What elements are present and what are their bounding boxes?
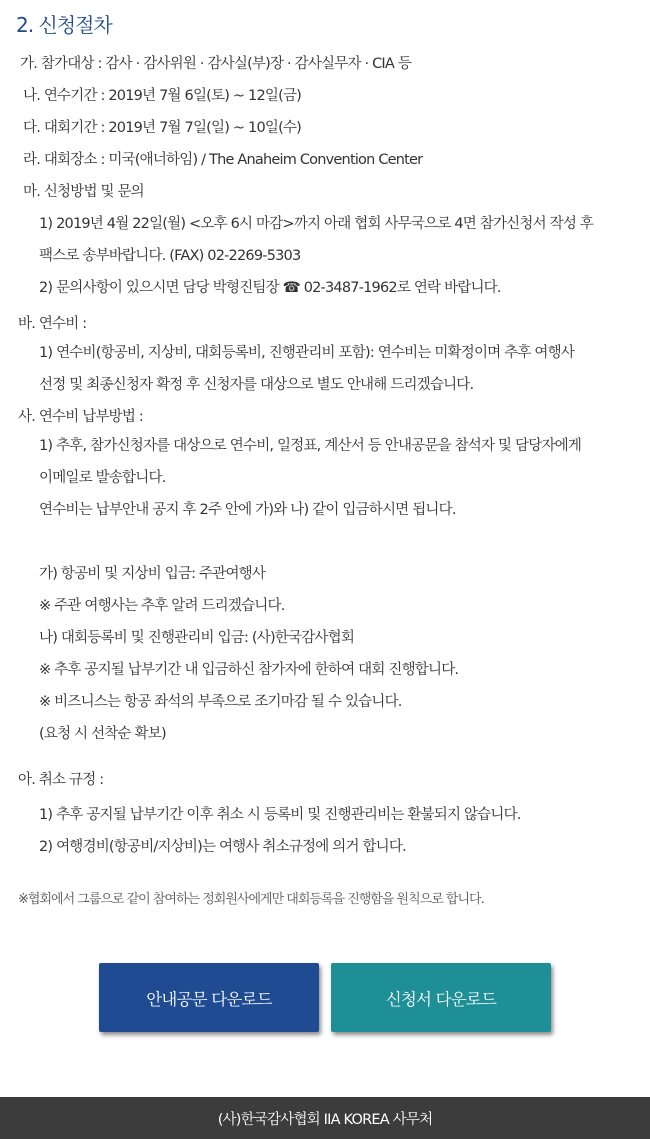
payment-item-line: 나) 대회등록비 및 진행관리비 입금: (사)한국감사협회 [39,630,355,646]
application-method-heading: 마. 신청방법 및 문의 [23,184,144,200]
training-period-line: 나. 연수기간 : 2019년 7월 6일(토) ~ 12일(금) [23,88,302,104]
payment-note-line: (요청 시 선착순 확보) [39,726,166,742]
payment-item-line: 가) 항공비 및 지상비 입금: 주관여행사 [39,566,266,582]
cancellation-line: 2) 여행경비(항공비/지상비)는 여행사 취소규정에 의거 합니다. [39,839,406,855]
fax-line: 팩스로 송부바랍니다. (FAX) 02-2269-5303 [39,248,301,264]
eligibility-line: 가. 참가대상 : 감사 · 감사위원 · 감사실(부)장 · 감사실무자 · CIA 등 [20,56,412,72]
payment-detail-line: 연수비는 납부안내 공지 후 2주 안에 가)와 나) 같이 입금하시면 됩니다. [39,502,456,518]
section-title: 2. 신청절차 [16,13,112,37]
conference-period-line: 다. 대회기간 : 2019년 7월 7일(일) ~ 10일(수) [23,120,302,136]
venue-line: 라. 대회장소 : 미국(애너하임) / The Anaheim Convention Center [23,152,423,168]
form-download-button[interactable]: 신청서 다운로드 [331,963,551,1032]
footer [0,1097,650,1139]
application-instruction-line: 1) 2019년 4월 22일(월) <오후 6시 마감>까지 아래 협회 사무국으로 4면 참가신청서 작성 후 [39,216,594,232]
fee-detail-line: 선정 및 최종신청자 확정 후 신청자를 대상으로 별도 안내해 드리겠습니다. [39,377,474,393]
payment-note-line: ※ 추후 공지될 납부기간 내 입금하신 참가자에 한하여 대회 진행합니다. [39,662,459,678]
cancellation-line: 1) 추후 공지될 납부기간 이후 취소 시 등록비 및 진행관리비는 환불되지 않습니다. [39,807,521,823]
contact-line: 2) 문의사항이 있으시면 담당 박형진팀장 ☎ 02-3487-1962로 연락 바랍니다. [39,280,501,296]
guide-download-button[interactable]: 안내공문 다운로드 [99,963,319,1032]
footer-text: (사)한국감사협회 IIA KOREA 사무처 [217,1111,433,1128]
cancellation-heading: 아. 취소 규정 : [18,772,104,788]
payment-heading: 사. 연수비 납부방법 : [18,409,143,425]
fee-detail-line: 1) 연수비(항공비, 지상비, 대회등록비, 진행관리비 포함): 연수비는 미확정이며 추후 여행사 [39,345,575,361]
payment-detail-line: 이메일로 발송합니다. [39,470,166,486]
payment-note-line: ※ 비즈니스는 항공 좌석의 부족으로 조기마감 될 수 있습니다. [39,694,402,710]
membership-note: ※협회에서 그룹으로 같이 참여하는 정회원사에게만 대회등록을 진행함을 원칙으로 합니다. [18,892,484,907]
fee-heading: 바. 연수비 : [18,316,87,332]
payment-note-line: ※ 주관 여행사는 추후 알려 드리겠습니다. [39,598,285,614]
payment-detail-line: 1) 추후, 참가신청자를 대상으로 연수비, 일정표, 계산서 등 안내공문을 참석자 및 담당자에게 [39,438,582,454]
